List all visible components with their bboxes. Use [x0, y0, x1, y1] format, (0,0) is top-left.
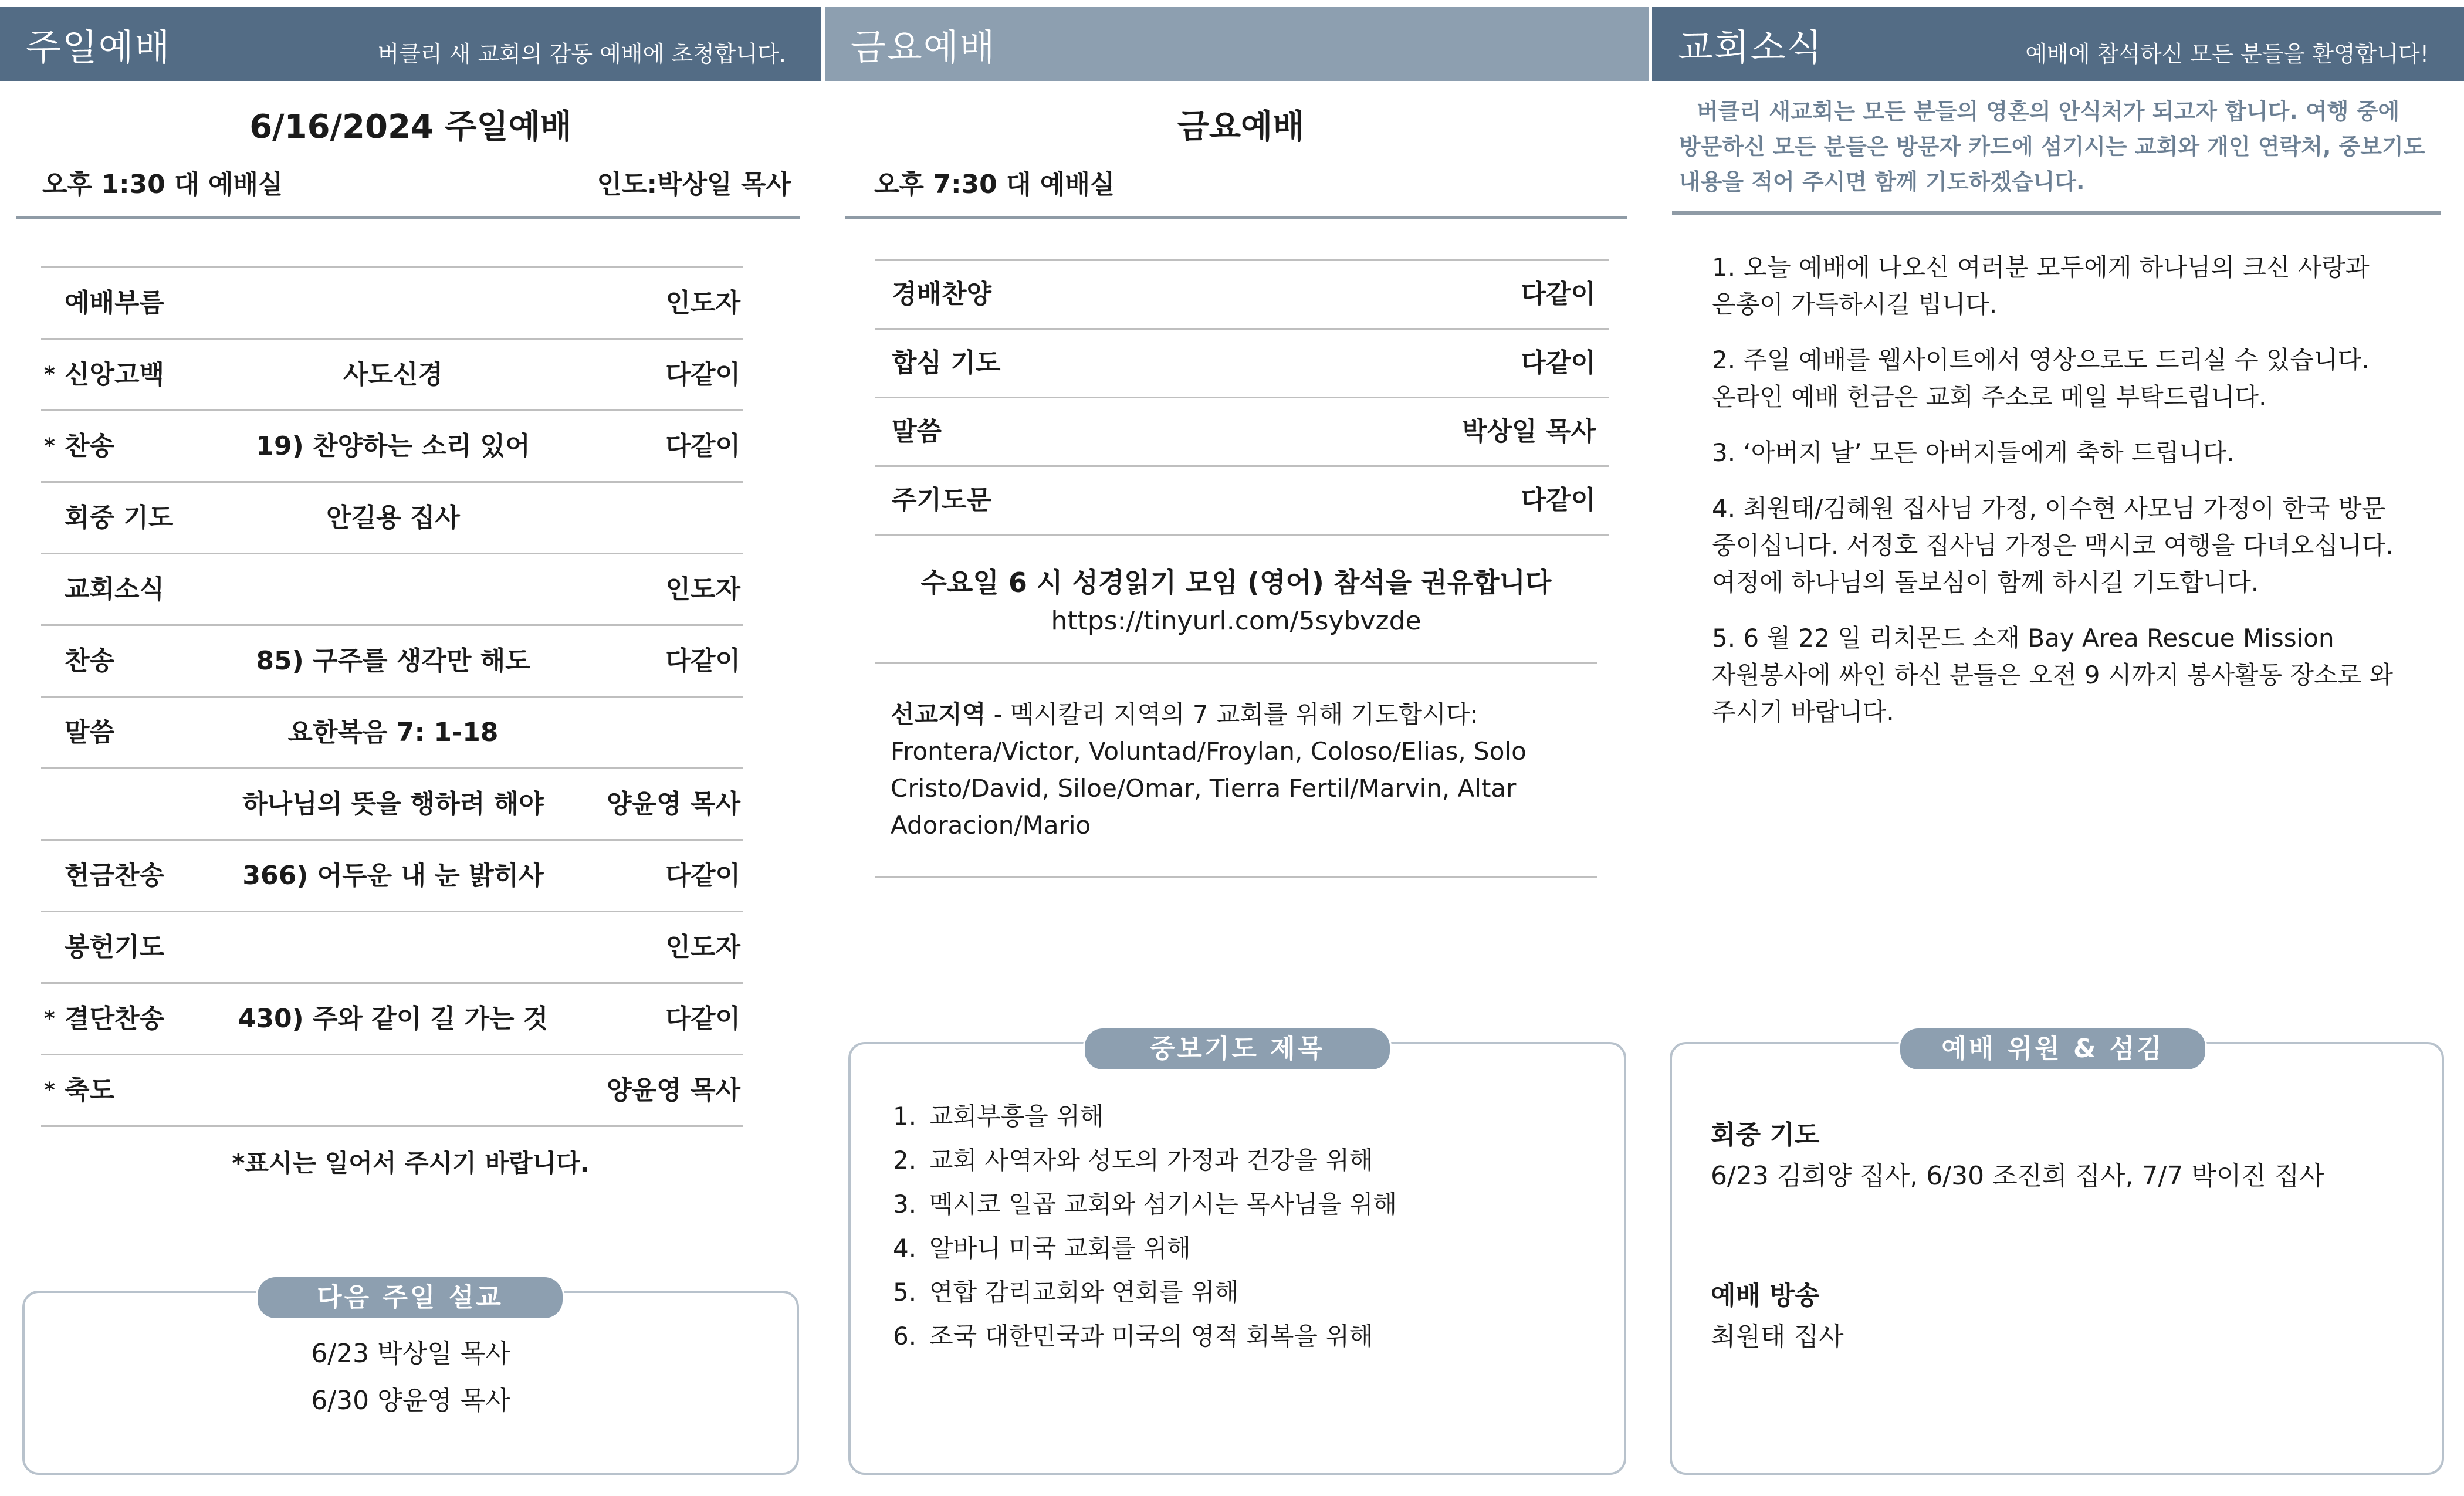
- committee-content: [1711, 1115, 2324, 1358]
- prayer-item: 5. 연합 감리교회와 연회를 위해: [893, 1278, 1238, 1307]
- sunday-divider: [16, 216, 800, 219]
- news-item-line: 자원봉사에 싸인 하신 분들은 오전 9 시까지 봉사활동 장소로 와: [1712, 661, 2394, 689]
- committee-box: [1670, 1042, 2444, 1475]
- committee-broadcast-label: 예배 방송: [1711, 1281, 1820, 1311]
- friday-order-end-line: [875, 534, 1609, 536]
- news-item: [1712, 490, 2445, 601]
- friday-divider: [845, 216, 1627, 219]
- order-person: 인도자: [665, 932, 740, 962]
- order-detail: 사도신경: [343, 360, 444, 390]
- news-item-line: 온라인 예배 헌금은 교회 주소로 메일 부탁드립니다.: [1712, 383, 2267, 411]
- next-sermon-line: 6/30 양윤영 목사: [311, 1386, 510, 1416]
- news-panel: [1649, 0, 2464, 1496]
- order-person: 다같이: [1521, 279, 1596, 309]
- standing-mark: *: [44, 363, 55, 387]
- bible-study-url[interactable]: https://tinyurl.com/5sybvzde: [1051, 606, 1421, 636]
- mission-block: [891, 696, 1595, 844]
- order-person: 다같이: [665, 646, 740, 676]
- prayer-item: 3. 멕시코 일곱 교회와 섬기시는 목사님을 위해: [893, 1190, 1397, 1219]
- news-item-line: 3. ‘아버지 날’ 모든 아버지들에게 축하 드립니다.: [1712, 438, 2235, 467]
- order-item: 신앙고백: [65, 360, 165, 390]
- sunday-time-place: 오후 1:30 대 예배실: [42, 170, 283, 199]
- prayer-item: 1. 교회부흥을 위해: [893, 1102, 1104, 1131]
- news-header: [1652, 7, 2464, 81]
- sunday-leader: 인도:박상일 목사: [597, 170, 791, 199]
- order-detail: 366) 어두운 내 눈 밝히사: [242, 861, 544, 891]
- prayer-title: 중보기도 제목: [1083, 1027, 1392, 1071]
- mission-churches: Adoracion/Mario: [891, 811, 1091, 840]
- order-person: 박상일 목사: [1462, 417, 1596, 446]
- order-person: 양윤영 목사: [607, 789, 740, 819]
- friday-panel: [821, 0, 1649, 1496]
- committee-broadcast-text: 최원태 집사: [1711, 1322, 1844, 1352]
- sunday-order-row: [41, 839, 743, 911]
- news-item-line: 주시기 바랍니다.: [1712, 698, 1894, 726]
- news-item-line: 2. 주일 예배를 웹사이트에서 영상으로도 드리실 수 있습니다.: [1712, 346, 2370, 374]
- committee-prayer-text: 6/23 김희양 집사, 6/30 조진희 집사, 7/7 박이진 집사: [1711, 1161, 2324, 1191]
- friday-order-row: [875, 465, 1609, 534]
- order-item: 합심 기도: [892, 348, 1001, 378]
- order-item: 말씀: [892, 417, 942, 446]
- next-sermon-line: 6/23 박상일 목사: [311, 1339, 510, 1369]
- news-intro-line: 버클리 새교회는 모든 분들의 영혼의 안식처가 되고자 합니다. 여행 중에: [1697, 99, 2400, 124]
- news-item: [1712, 341, 2445, 415]
- order-detail: 85) 구주를 생각만 해도: [256, 646, 530, 676]
- prayer-item: 4. 알바니 미국 교회를 위해: [893, 1234, 1191, 1263]
- sunday-panel: [0, 0, 821, 1496]
- order-item: 결단찬송: [65, 1004, 165, 1034]
- order-item: 말씀: [65, 717, 115, 747]
- mission-divider: [875, 662, 1597, 664]
- bible-study-text: 수요일 6 시 성경읽기 모임 (영어) 참석을 권유합니다: [920, 567, 1552, 598]
- news-intro: [1679, 94, 2448, 199]
- order-item: 주기도문: [892, 485, 992, 515]
- friday-order-row: [875, 328, 1609, 397]
- news-item-line: 여정에 하나님의 돌보심이 함께 하시길 기도합니다.: [1712, 568, 2259, 597]
- standing-mark: *: [44, 434, 55, 458]
- news-item-line: 4. 최원태/김혜원 집사님 가정, 이수현 사모님 가정이 한국 방문: [1712, 494, 2386, 523]
- news-divider: [1672, 211, 2441, 215]
- sunday-order-row: [41, 1054, 743, 1125]
- news-item-line: 1. 오늘 예배에 나오신 여러분 모두에게 하나님의 크신 사랑과: [1712, 253, 2370, 282]
- news-intro-line: 방문하신 모든 분들은 방문자 카드에 섬기시는 교회와 개인 연락처, 중보기도: [1679, 134, 2425, 160]
- sunday-header-title: 주일예배: [26, 25, 171, 69]
- order-detail: 요한복음 7: 1-18: [287, 717, 499, 747]
- order-person: 다같이: [665, 861, 740, 891]
- order-item: 경배찬양: [892, 279, 992, 309]
- standing-note: *표시는 일어서 주시기 바랍니다.: [232, 1149, 590, 1177]
- mission-churches: Frontera/Victor, Voluntad/Froylan, Coloso/Elias, Solo: [891, 737, 1527, 766]
- order-detail: 안길용 집사: [326, 503, 460, 533]
- order-item: 예배부름: [65, 288, 165, 318]
- friday-order-row: [875, 397, 1609, 465]
- friday-order-row: [875, 259, 1609, 328]
- order-person: 인도자: [665, 574, 740, 604]
- friday-service-title: 금요예배: [1177, 108, 1305, 146]
- mission-text: - 멕시칼리 지역의 7 교회를 위해 기도합시다:: [986, 700, 1478, 729]
- mission-divider-bottom: [875, 876, 1597, 878]
- news-item-line: 중이십니다. 서정호 집사님 가정은 맥시코 여행을 다녀오십니다.: [1712, 531, 2394, 560]
- news-header-title: 교회소식: [1678, 25, 1823, 69]
- friday-header: [825, 7, 1649, 81]
- sunday-order-row: [41, 481, 743, 553]
- friday-time-place: 오후 7:30 대 예배실: [874, 170, 1115, 199]
- sunday-order-row: [41, 767, 743, 839]
- sunday-order-row: [41, 624, 743, 696]
- news-header-subtitle: 예배에 참석하신 모든 분들을 환영합니다!: [2025, 40, 2429, 67]
- sunday-order-row: [41, 338, 743, 409]
- order-item: 봉헌기도: [65, 932, 165, 962]
- prayer-item: 6. 조국 대한민국과 미국의 영적 회복을 위해: [893, 1322, 1373, 1351]
- friday-header-title: 금요예배: [851, 25, 996, 69]
- order-person: 다같이: [665, 1004, 740, 1034]
- committee-prayer-label: 회중 기도: [1711, 1120, 1820, 1150]
- order-item: 회중 기도: [65, 503, 174, 533]
- order-item: 찬송: [65, 646, 115, 676]
- news-item: [1712, 249, 2445, 323]
- news-intro-line: 내용을 적어 주시면 함께 기도하겠습니다.: [1679, 169, 2085, 195]
- sunday-header-subtitle: 버클리 새 교회의 감동 예배에 초청합니다.: [377, 40, 786, 67]
- bible-study-notice: [875, 563, 1597, 641]
- order-item: 헌금찬송: [65, 861, 165, 891]
- sunday-order-row: [41, 553, 743, 624]
- news-item: [1712, 620, 2445, 730]
- news-item-line: 은총이 가득하시길 빕니다.: [1712, 290, 1998, 319]
- mission-label: 선교지역: [891, 700, 986, 729]
- news-item: [1712, 434, 2445, 471]
- order-person: 다같이: [665, 431, 740, 461]
- sunday-service-title: 6/16/2024 주일예배: [249, 108, 572, 146]
- prayer-item: 2. 교회 사역자와 성도의 가정과 건강을 위해: [893, 1146, 1373, 1175]
- mission-churches: Cristo/David, Siloe/Omar, Tierra Fertil/Marvin, Altar: [891, 774, 1517, 803]
- sunday-header: [0, 7, 821, 81]
- order-item: 찬송: [65, 431, 115, 461]
- committee-title: 예배 위원 & 섬김: [1898, 1027, 2207, 1071]
- standing-mark: *: [44, 1007, 55, 1031]
- news-items: [1712, 249, 2445, 749]
- sunday-order-row: [41, 266, 743, 338]
- standing-mark: *: [44, 1078, 55, 1102]
- order-person: 다같이: [1521, 348, 1596, 378]
- news-item-line: 5. 6 월 22 일 리치몬드 소재 Bay Area Rescue Mission: [1712, 624, 2334, 652]
- order-person: 양윤영 목사: [607, 1075, 740, 1105]
- order-item: 교회소식: [65, 574, 165, 604]
- prayer-box: [848, 1042, 1626, 1475]
- order-detail: 430) 주와 같이 길 가는 것: [238, 1004, 549, 1034]
- sunday-order-row: [41, 911, 743, 982]
- sunday-order-row: [41, 982, 743, 1054]
- order-person: 인도자: [665, 288, 740, 318]
- sunday-order-row: [41, 696, 743, 767]
- order-detail: 하나님의 뜻을 행하려 해야: [242, 789, 544, 819]
- order-person: 다같이: [665, 360, 740, 390]
- order-detail: 19) 찬양하는 소리 있어: [256, 431, 530, 461]
- sunday-order-end-line: [41, 1125, 743, 1127]
- next-sermon-title: 다음 주일 설교: [256, 1275, 564, 1320]
- sunday-order-row: [41, 409, 743, 481]
- order-person: 다같이: [1521, 485, 1596, 515]
- order-item: 축도: [65, 1075, 115, 1105]
